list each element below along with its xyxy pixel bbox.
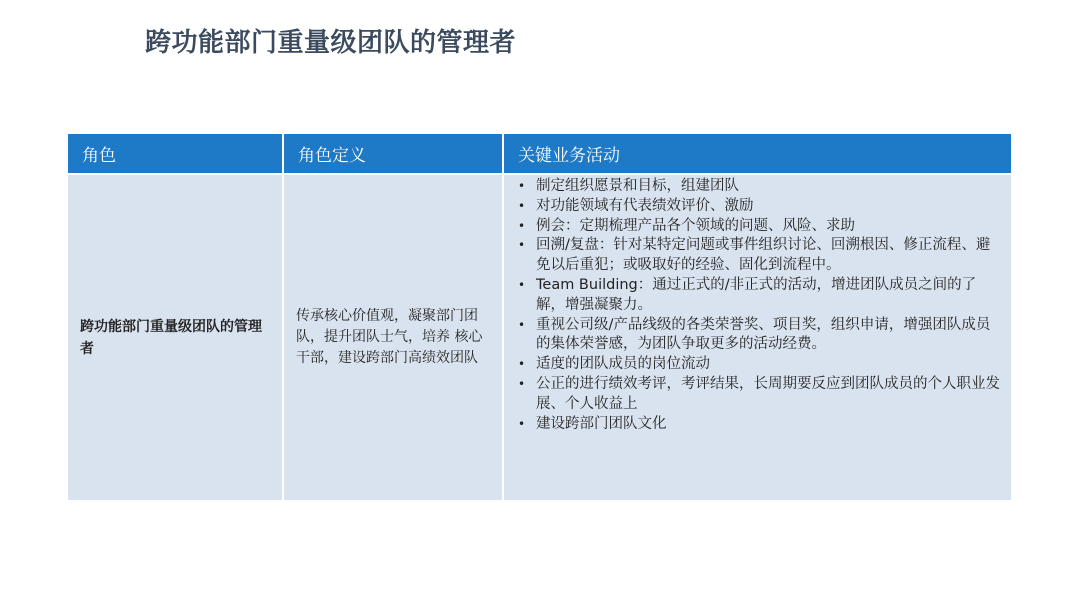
activity-text: 制定组织愿景和目标，组建团队 [536,178,739,194]
list-item [512,177,1001,197]
list-item [512,217,1001,237]
list-item [512,236,1001,276]
activity-text: 公正的进行绩效考评，考评结果，长周期要反应到团队成员的个人职业发展、个人收益上 [536,375,1000,412]
role-table [68,134,1011,500]
list-item [512,375,1001,415]
column-header-definition: 角色定义 [283,134,503,174]
bullet-icon: • [518,179,526,193]
activity-text: Team Building：通过正式的/非正式的活动，增进团队成员之间的了解，增强凝聚力。 [536,276,977,313]
table-header-row [68,134,1011,174]
list-item [512,415,1001,435]
column-header-activities: 关键业务活动 [503,134,1011,174]
bullet-icon: • [518,277,526,292]
bullet-icon: • [518,376,526,391]
definition-cell: 传承核心价值观，凝聚部门团队，提升团队士气，培养 核心干部，建设跨部门高绩效团队 [283,174,503,500]
bullet-icon: • [518,357,526,372]
bullet-icon: • [518,198,526,213]
list-item [512,276,1001,316]
activity-text: 适度的团队成员的岗位流动 [536,356,710,373]
column-header-role: 角色 [68,134,283,174]
bullet-icon: • [518,416,526,431]
activities-cell [503,174,1011,500]
activity-text: 重视公司级/产品线级的各类荣誉奖、项目奖，组织申请，增强团队成员的集体荣誉感，为团队争取更多的活动经费。 [536,316,991,353]
activity-text: 例会：定期梳理产品各个领域的问题、风险、求助 [536,217,855,234]
activity-text: 对功能领域有代表绩效评价、激励 [536,197,754,214]
bullet-icon: • [518,238,526,253]
bullet-icon: • [518,218,526,233]
activity-text: 建设跨部门团队文化 [536,415,667,432]
list-item [512,316,1001,356]
table-row [68,174,1011,500]
page-title: 跨功能部门重量级团队的管理者 [145,28,517,58]
role-cell: 跨功能部门重量级团队的管理者 [68,174,283,500]
bullet-icon: • [518,317,526,332]
list-item [512,197,1001,217]
activities-list [512,175,1001,434]
list-item [512,355,1001,375]
activity-text: 回溯/复盘：针对某特定问题或事件组织讨论、回溯根因、修正流程、避免以后重犯；或吸取好的经验、固化到流程中。 [536,237,991,274]
